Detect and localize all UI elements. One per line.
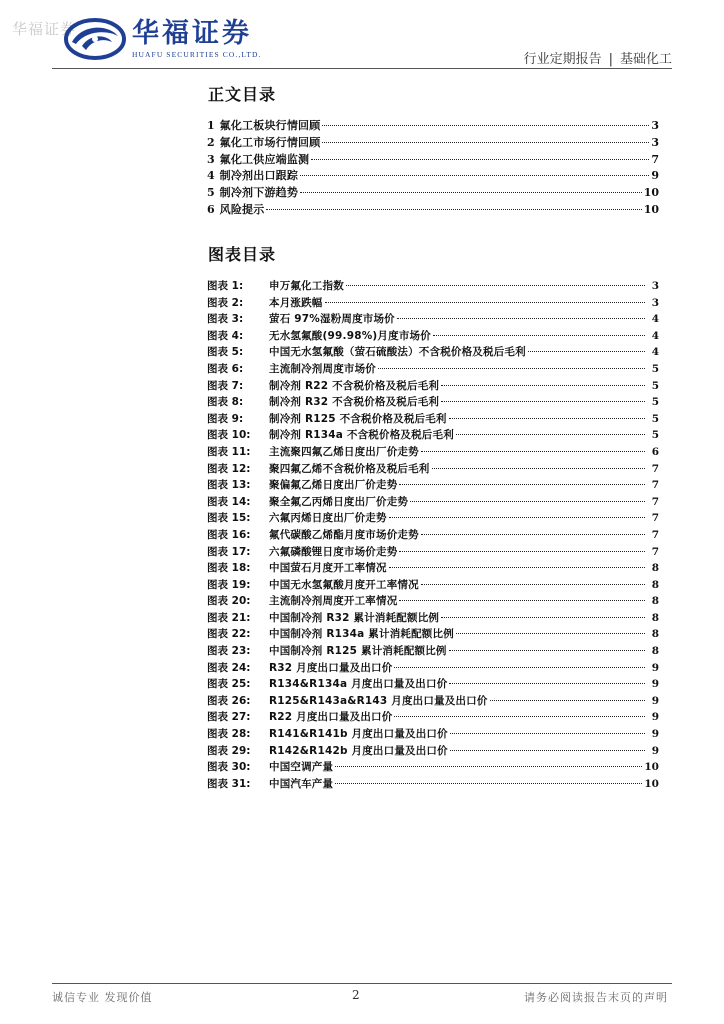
- figure-item-number: 图表 18:: [207, 562, 251, 575]
- figure-item-page: 9: [651, 744, 659, 757]
- figure-item-label: 聚偏氟乙烯日度出厂价走势: [269, 479, 398, 492]
- figure-item-leader: [389, 517, 645, 518]
- figure-item[interactable]: [207, 494, 659, 511]
- figure-item-number: 图表 27:: [207, 711, 251, 724]
- figure-item[interactable]: [207, 560, 659, 577]
- figure-item-label: R141&R141b 月度出口量及出口价: [269, 728, 448, 741]
- figure-item-label: 六氟丙烯日度出厂价走势: [269, 512, 387, 525]
- toc-item-leader: [300, 175, 649, 176]
- figure-item[interactable]: [207, 427, 659, 444]
- figure-item[interactable]: [207, 477, 659, 494]
- watermark-text: 华福证券: [12, 20, 77, 38]
- figure-item[interactable]: [207, 444, 659, 461]
- figure-item[interactable]: [207, 295, 659, 312]
- figure-item-number: 图表 7:: [207, 379, 244, 392]
- figure-item[interactable]: [207, 378, 659, 395]
- figure-item-page: 4: [651, 329, 659, 342]
- figure-item-page: 7: [651, 495, 659, 508]
- toc-item-number: 2: [207, 135, 215, 149]
- toc-item-label: 氟化工供应端监测: [219, 152, 310, 166]
- figure-item-label: 中国空调产量: [269, 761, 334, 774]
- figure-item-leader: [450, 733, 645, 734]
- figure-item-page: 7: [651, 479, 659, 492]
- figure-item-leader: [449, 683, 645, 684]
- report-sector: 基础化工: [619, 52, 672, 67]
- figure-list: [207, 278, 659, 792]
- toc-item-leader: [266, 209, 641, 210]
- figure-item-number: 图表 9:: [207, 412, 244, 425]
- figure-item-leader: [394, 716, 645, 717]
- figure-item-number: 图表 8:: [207, 396, 244, 409]
- figure-item-label: 无水氢氟酸(99.98%)月度市场价: [269, 329, 431, 342]
- toc-item[interactable]: [207, 201, 659, 218]
- figure-item-page: 9: [651, 661, 659, 674]
- figure-item-label: 中国无水氢氟酸（萤石硫酸法）不含税价格及税后毛利: [269, 346, 526, 359]
- footer-divider: [52, 983, 672, 984]
- figure-item[interactable]: [207, 328, 659, 345]
- figure-list-title: 图表目录: [208, 245, 277, 264]
- figure-item-number: 图表 1:: [207, 280, 244, 292]
- figure-item[interactable]: [207, 776, 659, 793]
- figure-item-label: 聚全氟乙丙烯日度出厂价走势: [269, 495, 409, 508]
- figure-item[interactable]: [207, 593, 659, 610]
- figure-item-page: 3: [651, 296, 659, 309]
- figure-item-page: 8: [651, 645, 659, 658]
- figure-item-number: 图表 26:: [207, 694, 251, 707]
- figure-item-number: 图表 29:: [207, 744, 251, 757]
- toc-item[interactable]: [207, 167, 659, 184]
- figure-item-page: 8: [651, 628, 659, 641]
- figure-item-leader: [450, 750, 645, 751]
- figure-item-label: 制冷剂 R32 不含税价格及税后毛利: [269, 396, 440, 409]
- logo-english-name: HUAFU SECURITIES CO.,LTD.: [132, 50, 262, 59]
- toc-item-label: 氟化工板块行情回顾: [219, 119, 321, 132]
- figure-item-number: 图表 21:: [207, 611, 251, 624]
- figure-item-page: 7: [651, 462, 659, 475]
- figure-item[interactable]: [207, 311, 659, 328]
- toc-item-label: 制冷剂出口跟踪: [219, 169, 299, 183]
- figure-item-page: 5: [651, 379, 659, 392]
- toc-item[interactable]: [207, 117, 659, 134]
- figure-item-leader: [441, 401, 645, 402]
- toc-item-number: 1: [207, 119, 215, 132]
- figure-item-label: 制冷剂 R22 不含税价格及税后毛利: [269, 379, 440, 392]
- footer-slogan: 诚信专业 发现价值: [52, 991, 153, 1004]
- figure-item[interactable]: [207, 626, 659, 643]
- toc-item[interactable]: [207, 184, 659, 201]
- figure-item-number: 图表 2:: [207, 296, 244, 309]
- toc-item-number: 3: [207, 152, 215, 166]
- toc-item-label: 制冷剂下游趋势: [219, 186, 299, 200]
- figure-item-label: 制冷剂 R134a 不含税价格及税后毛利: [269, 429, 454, 442]
- figure-item-number: 图表 11:: [207, 445, 251, 458]
- figure-item-number: 图表 3:: [207, 313, 244, 326]
- figure-item[interactable]: [207, 394, 659, 411]
- figure-item-label: R22 月度出口量及出口价: [269, 711, 393, 724]
- figure-item-number: 图表 20:: [207, 595, 251, 608]
- figure-item-page: 7: [651, 545, 659, 558]
- footer-disclaimer: 请务必阅读报告末页的声明: [524, 991, 668, 1004]
- figure-item-leader: [449, 418, 645, 419]
- figure-item-leader: [394, 667, 645, 668]
- figure-item-label: 聚四氟乙烯不含税价格及税后毛利: [269, 462, 430, 475]
- toc-item-page: 3: [651, 119, 659, 132]
- figure-item-number: 图表 25:: [207, 678, 251, 691]
- figure-item-page: 9: [651, 678, 659, 691]
- toc-item[interactable]: [207, 134, 659, 151]
- report-type-header: [524, 48, 672, 67]
- figure-item-page: 4: [651, 346, 659, 359]
- figure-item-label: 中国制冷剂 R32 累计消耗配额比例: [269, 611, 440, 624]
- toc-item-label: 风险提示: [219, 202, 265, 216]
- figure-item-page: 5: [651, 362, 659, 375]
- figure-item-number: 图表 22:: [207, 628, 251, 641]
- figure-item-leader: [528, 351, 645, 352]
- page-number: 2: [352, 988, 360, 1002]
- toc-item-page: 7: [651, 152, 659, 166]
- figure-item-page: 3: [651, 280, 659, 292]
- figure-item-page: 10: [644, 777, 659, 790]
- figure-item-leader: [421, 451, 645, 452]
- figure-item-number: 图表 13:: [207, 479, 251, 492]
- figure-item-label: R134&R134a 月度出口量及出口价: [269, 678, 448, 691]
- figure-item-leader: [441, 617, 645, 618]
- figure-item-page: 5: [651, 429, 659, 442]
- figure-item[interactable]: [207, 709, 659, 726]
- figure-item-label: R142&R142b 月度出口量及出口价: [269, 744, 448, 757]
- figure-item-leader: [325, 302, 646, 303]
- figure-item-leader: [421, 584, 645, 585]
- figure-item-page: 7: [651, 512, 659, 525]
- figure-item-leader: [399, 551, 645, 552]
- header-separator: |: [608, 52, 613, 67]
- figure-item-label: 萤石 97%湿粉周度市场价: [269, 313, 395, 326]
- figure-item-number: 图表 14:: [207, 495, 251, 508]
- figure-item-page: 9: [651, 694, 659, 707]
- toc-list: [207, 117, 659, 218]
- figure-item[interactable]: [207, 660, 659, 677]
- report-category: 行业定期报告: [523, 52, 602, 67]
- figure-item-number: 图表 30:: [207, 761, 251, 774]
- toc-item-page: 9: [651, 169, 659, 183]
- figure-item-leader: [335, 783, 642, 784]
- figure-item-label: 中国汽车产量: [269, 777, 334, 790]
- toc-item-page: 10: [643, 186, 659, 200]
- figure-item-leader: [397, 318, 645, 319]
- figure-item-page: 6: [651, 445, 659, 458]
- figure-item-label: 申万氟化工指数: [269, 280, 344, 292]
- figure-item-page: 5: [651, 396, 659, 409]
- logo-chinese-name: 华福证券: [132, 18, 252, 49]
- figure-item-number: 图表 16:: [207, 528, 251, 541]
- figure-item-page: 8: [651, 611, 659, 624]
- figure-item-leader: [449, 650, 645, 651]
- figure-item-label: 主流制冷剂周度开工率情况: [269, 595, 398, 608]
- figure-item-label: 中国制冷剂 R134a 累计消耗配额比例: [269, 628, 454, 641]
- figure-item-leader: [378, 368, 645, 369]
- figure-item[interactable]: [207, 577, 659, 594]
- figure-item[interactable]: [207, 643, 659, 660]
- figure-item-page: 5: [651, 412, 659, 425]
- figure-item-number: 图表 17:: [207, 545, 251, 558]
- figure-item-number: 图表 6:: [207, 362, 244, 375]
- company-logo: [64, 18, 262, 60]
- toc-item-page: 3: [651, 135, 659, 149]
- figure-item-number: 图表 4:: [207, 329, 244, 342]
- figure-item-number: 图表 15:: [207, 512, 251, 525]
- figure-item[interactable]: [207, 344, 659, 361]
- figure-item-label: R125&R143a&R143 月度出口量及出口价: [269, 694, 488, 707]
- figure-item-leader: [346, 285, 645, 286]
- figure-item-number: 图表 5:: [207, 346, 244, 359]
- toc-item-page: 10: [643, 202, 659, 216]
- toc-item-number: 4: [207, 169, 215, 183]
- toc-item-leader: [322, 125, 649, 126]
- figure-item-leader: [421, 534, 645, 535]
- figure-item-leader: [399, 484, 645, 485]
- figure-item-label: 氟代碳酸乙烯酯月度市场价走势: [269, 528, 419, 541]
- figure-item-leader: [456, 434, 645, 435]
- figure-item-label: 本月涨跌幅: [269, 296, 323, 309]
- figure-item-number: 图表 24:: [207, 661, 251, 674]
- figure-item-label: 制冷剂 R125 不含税价格及税后毛利: [269, 412, 447, 425]
- figure-item-label: 中国无水氢氟酸月度开工率情况: [269, 578, 419, 591]
- figure-item-leader: [441, 385, 645, 386]
- figure-item-number: 图表 19:: [207, 578, 251, 591]
- toc-item-leader: [300, 192, 642, 193]
- figure-item-page: 8: [651, 595, 659, 608]
- figure-item-number: 图表 10:: [207, 429, 251, 442]
- figure-item-leader: [335, 766, 642, 767]
- figure-item-label: 主流聚四氟乙烯日度出厂价走势: [269, 445, 419, 458]
- toc-item-number: 5: [207, 186, 215, 200]
- figure-item-number: 图表 23:: [207, 645, 251, 658]
- figure-item-page: 8: [651, 562, 659, 575]
- figure-item-label: 中国制冷剂 R125 累计消耗配额比例: [269, 645, 447, 658]
- toc-item[interactable]: [207, 151, 659, 168]
- header-divider: [52, 68, 672, 69]
- figure-item-leader: [456, 633, 645, 634]
- figure-item[interactable]: [207, 693, 659, 710]
- figure-item-label: 中国萤石月度开工率情况: [269, 562, 387, 575]
- figure-item[interactable]: [207, 759, 659, 776]
- figure-item-leader: [410, 501, 645, 502]
- figure-item-label: 六氟磷酸锂日度市场价走势: [269, 545, 398, 558]
- toc-item-label: 氟化工市场行情回顾: [219, 135, 321, 149]
- figure-item-leader: [399, 600, 645, 601]
- huafu-logo-icon: [64, 18, 126, 60]
- figure-item-label: R32 月度出口量及出口价: [269, 661, 393, 674]
- figure-item-number: 图表 28:: [207, 728, 251, 741]
- figure-item-number: 图表 12:: [207, 462, 251, 475]
- figure-item[interactable]: [207, 544, 659, 561]
- figure-item[interactable]: [207, 278, 659, 295]
- figure-item-page: 10: [644, 761, 659, 774]
- figure-item-page: 9: [651, 728, 659, 741]
- figure-item[interactable]: [207, 361, 659, 378]
- toc-item-number: 6: [207, 202, 215, 216]
- figure-item-page: 8: [651, 578, 659, 591]
- figure-item-page: 7: [651, 528, 659, 541]
- figure-item-number: 图表 31:: [207, 777, 251, 790]
- toc-item-leader: [322, 142, 649, 143]
- figure-item-page: 9: [651, 711, 659, 724]
- figure-item-leader: [433, 335, 645, 336]
- figure-item-page: 4: [651, 313, 659, 326]
- figure-item-leader: [389, 567, 645, 568]
- figure-item-label: 主流制冷剂周度市场价: [269, 362, 376, 375]
- figure-item[interactable]: [207, 743, 659, 760]
- figure-item[interactable]: [207, 510, 659, 527]
- toc-title: 正文目录: [208, 85, 277, 104]
- toc-item-leader: [311, 159, 649, 160]
- figure-item[interactable]: [207, 411, 659, 428]
- figure-item[interactable]: [207, 527, 659, 544]
- figure-item[interactable]: [207, 610, 659, 627]
- figure-item[interactable]: [207, 676, 659, 693]
- figure-item[interactable]: [207, 726, 659, 743]
- figure-item-leader: [490, 700, 645, 701]
- figure-item-leader: [432, 468, 646, 469]
- figure-item[interactable]: [207, 461, 659, 478]
